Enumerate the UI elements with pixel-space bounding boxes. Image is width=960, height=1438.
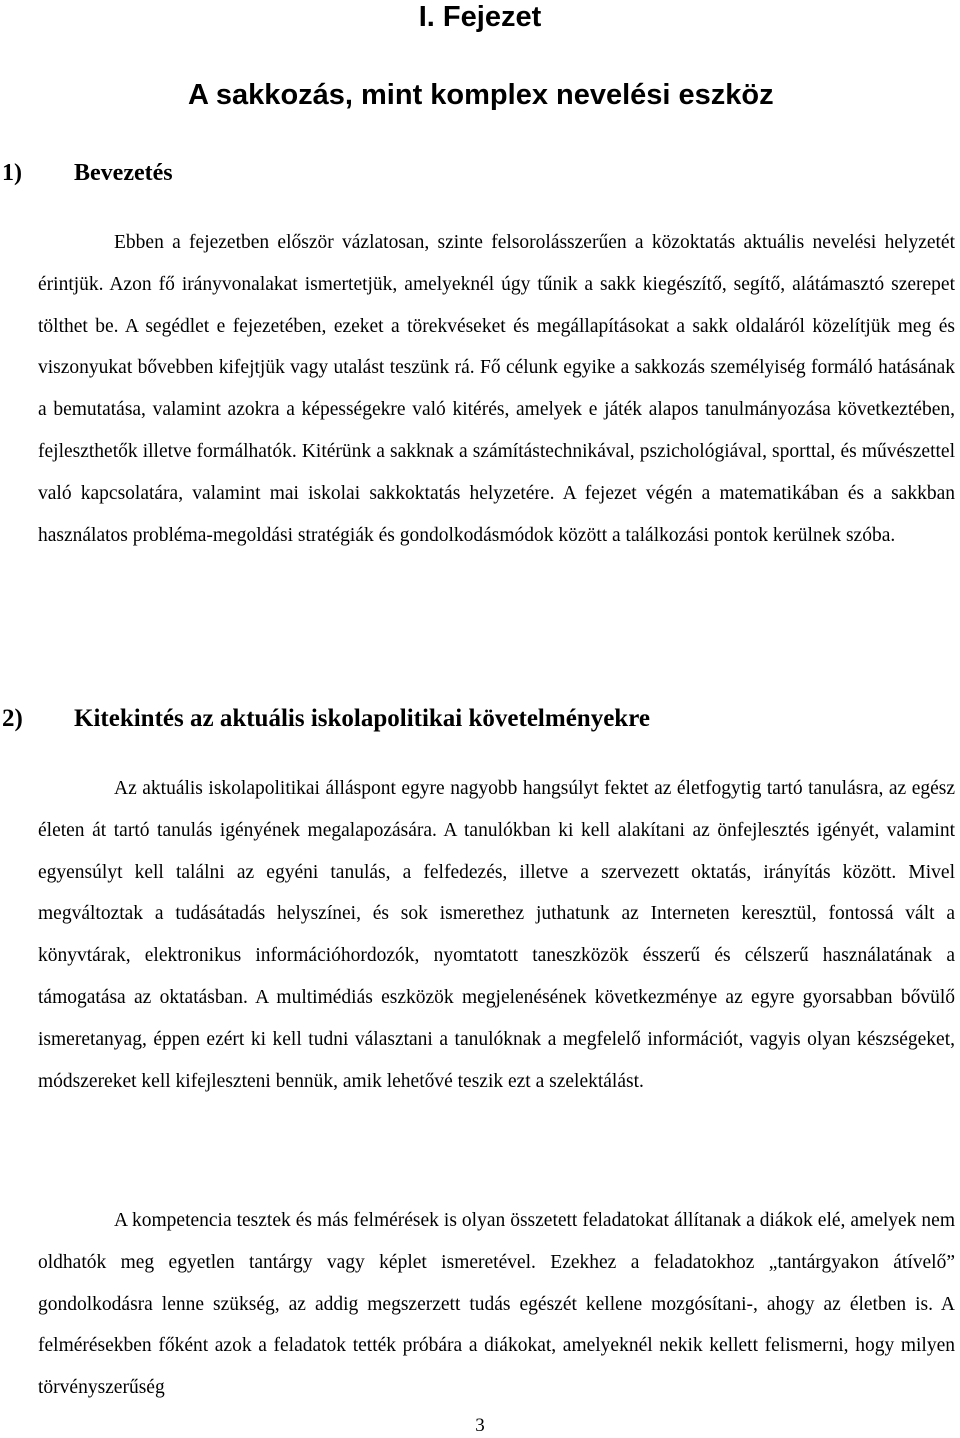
chapter-title: A sakkozás, mint komplex nevelési eszköz (188, 79, 774, 111)
section-title: Bevezetés (74, 160, 173, 186)
page-number: 3 (475, 1415, 485, 1436)
paragraph: A kompetencia tesztek és más felmérések is olyan összetett feladatokat állítanak a diákok elé, amelyek nem oldhatók meg egyetlen tantárgy vagy képlet ismeretével. Ezekhez a feladatokhoz „tantárgyakon átívelő” gondolkodásra lenne szükség, az addig megszerzett tudás egészét kellene mozgósítani-, ahogy az életben is. A felmérésekben főként azok a feladatok tették próbára a diákokat, amelyeknél nekik kellett felismerni, hogy milyen törvényszerűség (38, 1210, 955, 1399)
paragraph: Az aktuális iskolapolitikai álláspont egyre nagyobb hangsúlyt fektet az életfogytig tartó tanulásra, az egész életen át tartó tanulás igényének megalapozására. A tanulókban ki kell alakítani az önfejlesztés igényét, valamint egyensúlyt kell találni az egyéni tanulás, a felfedezés, illetve a szervezett oktatás, irányítás között. Mivel megváltoztak a tudásátadás helyszínei, és sok ismerethez juthatunk az Interneten keresztül, fontossá vált a könyvtárak, elektronikus információhordozók, nyomtatott taneszközök ésszerű és célszerű használatának a támogatása az oktatásban. A multimédiás eszközök megjelenésének következménye az egyre gyorsabban bővülő ismeretanyag, éppen ezért ki kell tudni választani a tanulóknak a megfelelő információt, vagyis olyan készségeket, módszereket kell kifejleszteni bennük, amik lehetővé teszik ezt a szelektálást. (38, 778, 955, 1092)
section-heading-school-policy (2, 703, 650, 735)
chapter-label: I. Fejezet (418, 1, 542, 33)
section-heading-introduction (2, 158, 173, 188)
section-number: 2) (2, 705, 23, 732)
paragraph: Ebben a fejezetben először vázlatosan, szinte felsorolásszerűen a közoktatás aktuális nevelési helyzetét érintjük. Azon fő irányvonalakat ismertetjük, amelyeknél úgy tűnik a sakk kiegészítő, segítő, alátámasztó szerepet tölthet be. A segédlet e fejezetében, ezeket a törekvéseket és megállapításokat a sakk oldaláról közelítjük meg és viszonyukat bővebben kifejtjük vagy utalást teszünk rá. Fő célunk egyike a sakkozás személyiség formáló hatásának a bemutatása, valamint azokra a képességekre való kitérés, amelyek e játék alapos tanulmányozása következtében, fejleszthetők illetve formálhatók. Kitérünk a sakknak a számítástechnikával, pszichológiával, sporttal, és művészettel való kapcsolatára, valamint mai iskolai sakkoktatás helyzetére. A fejezet végén a matematikában és a sakkban használatos probléma-megoldási stratégiák és gondolkodásmódok között a találkozási pontok kerülnek szóba. (38, 232, 955, 546)
section-title: Kitekintés az aktuális iskolapolitikai követelményekre (74, 705, 650, 732)
section-number: 1) (2, 160, 22, 186)
